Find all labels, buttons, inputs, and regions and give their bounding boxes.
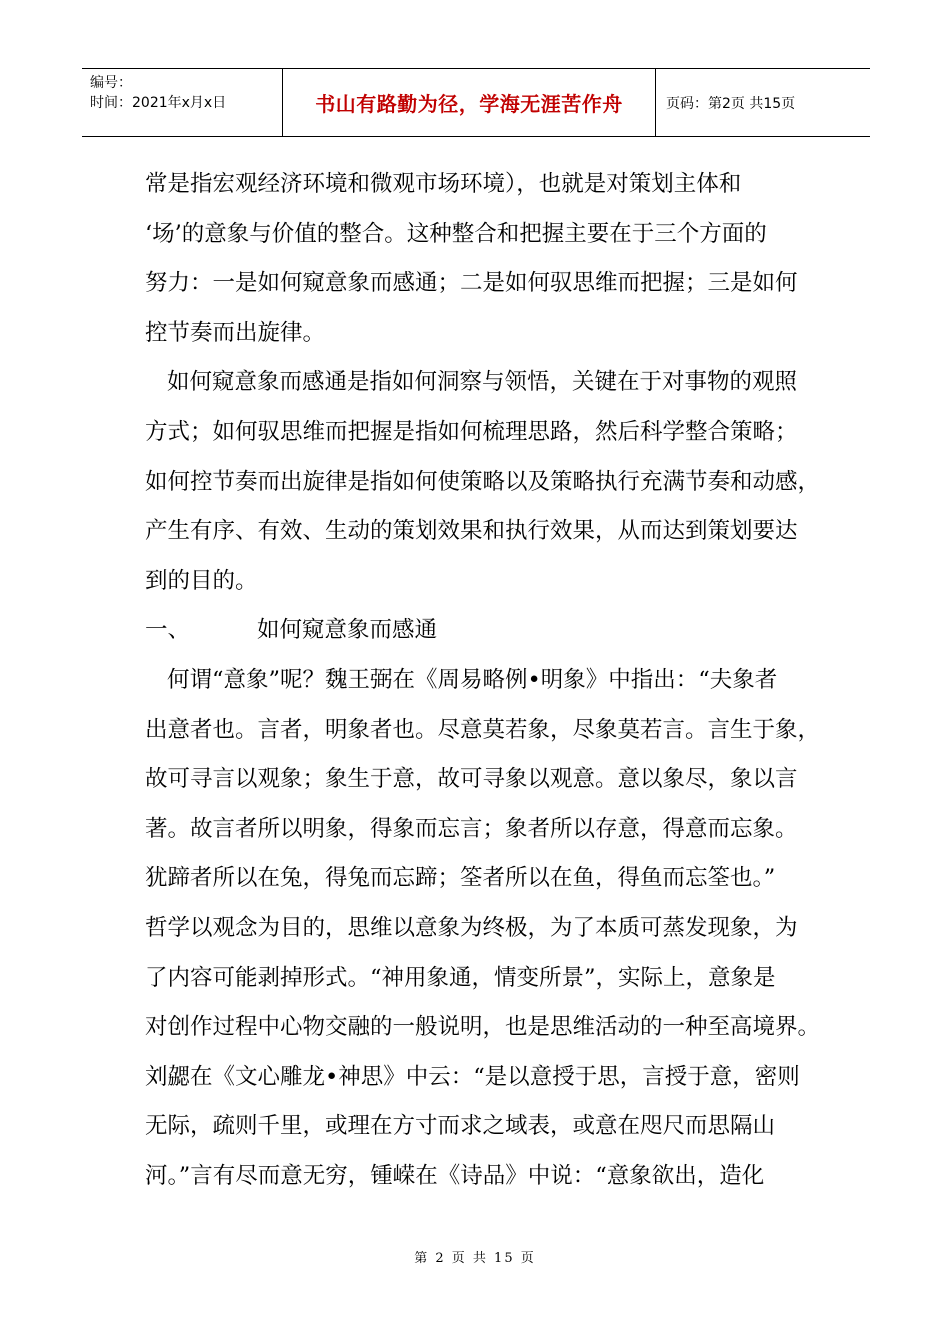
time-label: 时间：2021年x月x日 [90, 95, 227, 111]
header-motto-cell [283, 69, 656, 136]
page-header [82, 68, 870, 137]
body-line: 努力：一是如何窥意象而感通；二是如何驭思维而把握；三是如何 [145, 270, 798, 297]
serial-number-label: 编号： [90, 75, 132, 91]
section-heading-text: 如何窥意象而感通 [257, 617, 438, 644]
body-line: 对创作过程中心物交融的一般说明，也是思维活动的一种至高境界。 [145, 1014, 821, 1041]
body-line: 到的目的。 [145, 567, 258, 594]
header-motto: 书山有路勤为径，学海无涯苦作舟 [315, 92, 623, 116]
body-line: 无际，疏则千里，或理在方寸而求之域表，或意在咫尺而思隔山 [145, 1113, 776, 1140]
page-footer [0, 1247, 950, 1266]
body-line: 常是指宏观经济环境和微观市场环境），也就是对策划主体和 [145, 171, 742, 197]
section-heading [145, 606, 825, 656]
body-line: 著。故言者所以明象，得象而忘言；象者所以存意，得意而忘象。 [145, 815, 798, 842]
header-page-info-cell [656, 69, 870, 136]
header-meta [82, 69, 283, 136]
body-line: 何谓“意象”呢？魏王弼在《周易略例•明象》中指出：“夫象者 [167, 666, 778, 693]
body-line: 河。”言有尽而意无穷，锺嵘在《诗品》中说：“意象欲出，造化 [145, 1162, 765, 1189]
body-line: 刘勰在《文心雕龙•神思》中云：“是以意授于思，言授于意，密则 [145, 1063, 800, 1090]
body-line: 了内容可能剥掉形式。“神用象通，情变所景”，实际上，意象是 [145, 964, 776, 991]
body-line: 方式；如何驭思维而把握是指如何梳理思路，然后科学整合策略； [145, 418, 798, 445]
body-line: 犹蹄者所以在兔，得兔而忘蹄；筌者所以在鱼，得鱼而忘筌也。” [145, 865, 776, 892]
body-line: 产生有序、有效、生动的策划效果和执行效果，从而达到策划要达 [145, 518, 798, 545]
document-body [145, 160, 825, 1201]
footer-page-number: 第 2 页 共 15 页 [414, 1251, 536, 1266]
body-line: ‘场’的意象与价值的整合。这种整合和把握主要在于三个方面的 [145, 220, 767, 247]
body-line: 控节奏而出旋律。 [145, 319, 326, 346]
body-line: 如何控节奏而出旋律是指如何使策略以及策略执行充满节奏和动感， [145, 468, 821, 495]
body-line: 故可寻言以观象；象生于意，故可寻象以观意。意以象尽，象以言 [145, 766, 798, 793]
header-page-info: 页码：第2页 共15页 [666, 95, 796, 112]
section-heading-number: 一、 [145, 617, 191, 644]
body-line: 哲学以观念为目的，思维以意象为终极，为了本质可蒸发现象，为 [145, 914, 798, 941]
body-line: 如何窥意象而感通是指如何洞察与领悟，关键在于对事物的观照 [167, 369, 798, 396]
body-line: 出意者也。言者，明象者也。尽意莫若象，尽象莫若言。言生于象， [145, 716, 821, 743]
